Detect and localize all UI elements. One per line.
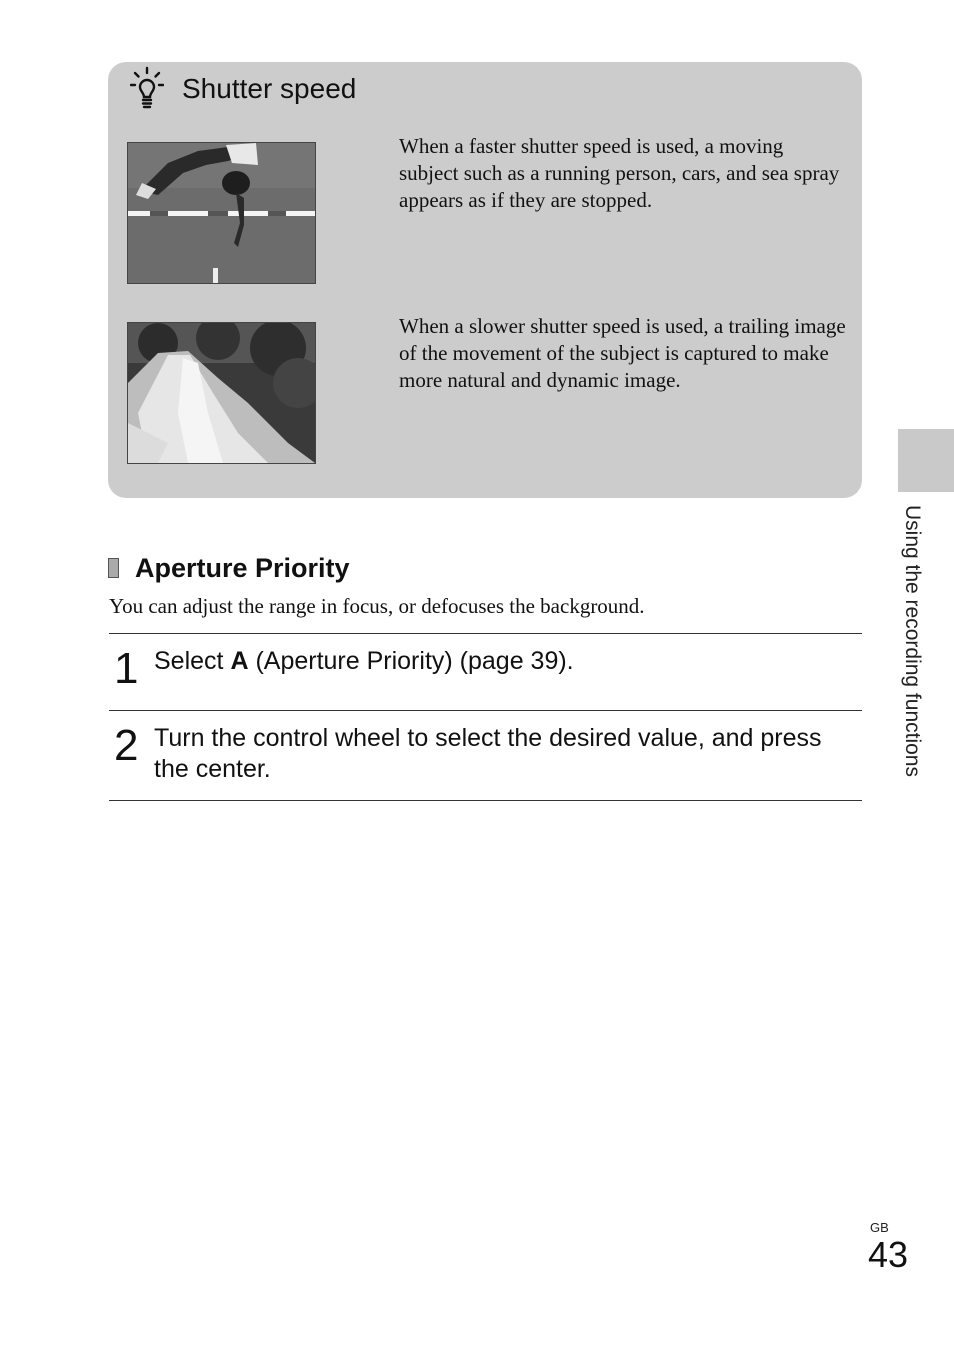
step-instruction — [154, 646, 844, 677]
lightbulb-icon — [130, 66, 164, 110]
page-region-code: GB — [870, 1220, 889, 1235]
step-number: 1 — [114, 644, 139, 693]
step-text-before: Select — [154, 647, 231, 675]
waterfall-photo — [127, 322, 316, 464]
divider — [109, 710, 862, 711]
step-text-after: (Aperture Priority) (page 39). — [248, 647, 574, 675]
chapter-label: Using the recording functions — [901, 505, 924, 777]
step-mode-letter: A — [230, 647, 249, 675]
chapter-tab — [898, 429, 954, 492]
tip-fast-shutter-text: When a faster shutter speed is used, a moving subject such as a running person, cars, and sea spray appears as if they are stopped. — [399, 134, 840, 212]
step-number: 2 — [114, 721, 139, 770]
section-description: You can adjust the range in focus, or defocuses the background. — [109, 594, 645, 618]
tip-slow-shutter-text: When a slower shutter speed is used, a trailing image of the movement of the subject is captured to make more natural and dynamic image. — [399, 314, 846, 392]
section-heading — [108, 553, 350, 584]
high-jumper-photo — [127, 142, 316, 284]
page-number: 43 — [868, 1234, 909, 1275]
section-marker-icon — [108, 558, 119, 578]
tip-title: Shutter speed — [182, 73, 357, 104]
step-instruction: Turn the control wheel to select the desired value, and press the center. — [154, 724, 822, 783]
section-title: Aperture Priority — [135, 553, 350, 583]
shutter-speed-tip-box — [108, 62, 862, 498]
divider — [109, 633, 862, 634]
divider — [109, 800, 862, 801]
